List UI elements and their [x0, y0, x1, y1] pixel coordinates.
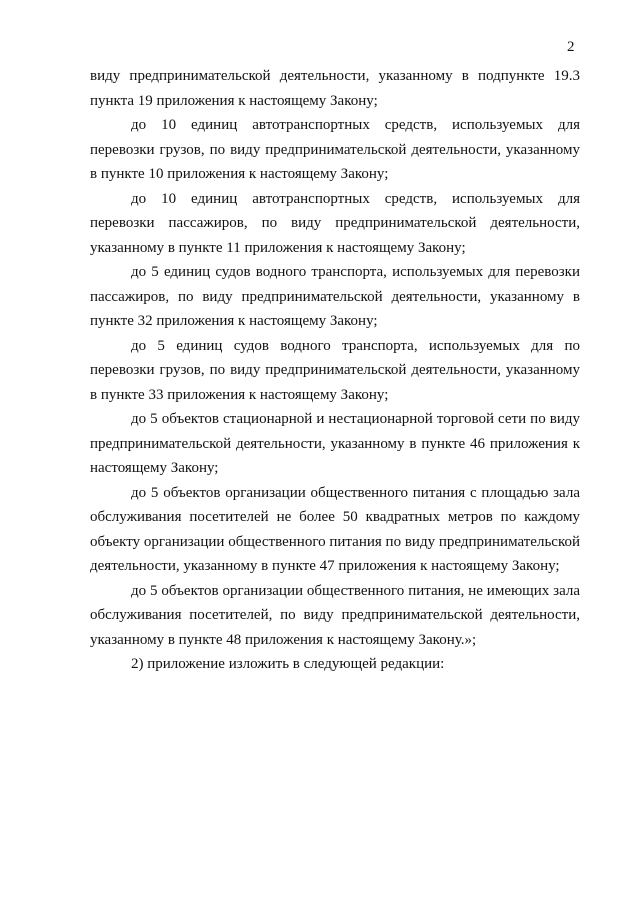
paragraph-passenger-vessels: до 5 единиц судов водного транспорта, используемых для перевозки пассажиров, по виду предпринимательской деятельности, указанному в пункте 32 приложения к настоящему Закону;: [90, 264, 580, 329]
paragraph-continuation: виду предпринимательской деятельности, указанному в подпункте 19.3 пункта 19 приложения к настоящему Закону;: [90, 68, 580, 109]
paragraph-catering-with-hall: до 5 объектов организации общественного питания с площадью зала обслуживания посетителей не более 50 квадратных метров по каждому объекту организации общественного питания по виду предпринимательской деятельности, указанному в пункте 47 приложения к настоящему Закону;: [90, 484, 580, 574]
paragraph-appendix-amendment: 2) приложение изложить в следующей редакции:: [131, 656, 445, 672]
paragraph-freight-vessels: до 5 единиц судов водного транспорта, используемых для по перевозки грузов, по виду предпринимательской деятельности, указанному в пункте 33 приложения к настоящему Закону;: [90, 337, 580, 403]
page-number: 2: [567, 39, 575, 55]
paragraph-trade-network: до 5 объектов стационарной и нестационарной торговой сети по виду предпринимательской деятельности, указанному в пункте 46 приложения к настоящему Закону;: [90, 411, 580, 476]
paragraph-freight-vehicles: до 10 единиц автотранспортных средств, используемых для перевозки грузов, по виду предпринимательской деятельности, указанному в пункте 10 приложения к настоящему Закону;: [90, 117, 580, 182]
paragraph-catering-without-hall: до 5 объектов организации общественного питания, не имеющих зала обслуживания посетителей, по виду предпринимательской деятельности, указанному в пункте 48 приложения к настоящему Закону.»;: [90, 582, 580, 648]
paragraph-passenger-vehicles: до 10 единиц автотранспортных средств, используемых для перевозки пассажиров, по виду предпринимательской деятельности, указанному в пункте 11 приложения к настоящему Закону;: [90, 190, 580, 256]
document-body: [90, 64, 580, 677]
